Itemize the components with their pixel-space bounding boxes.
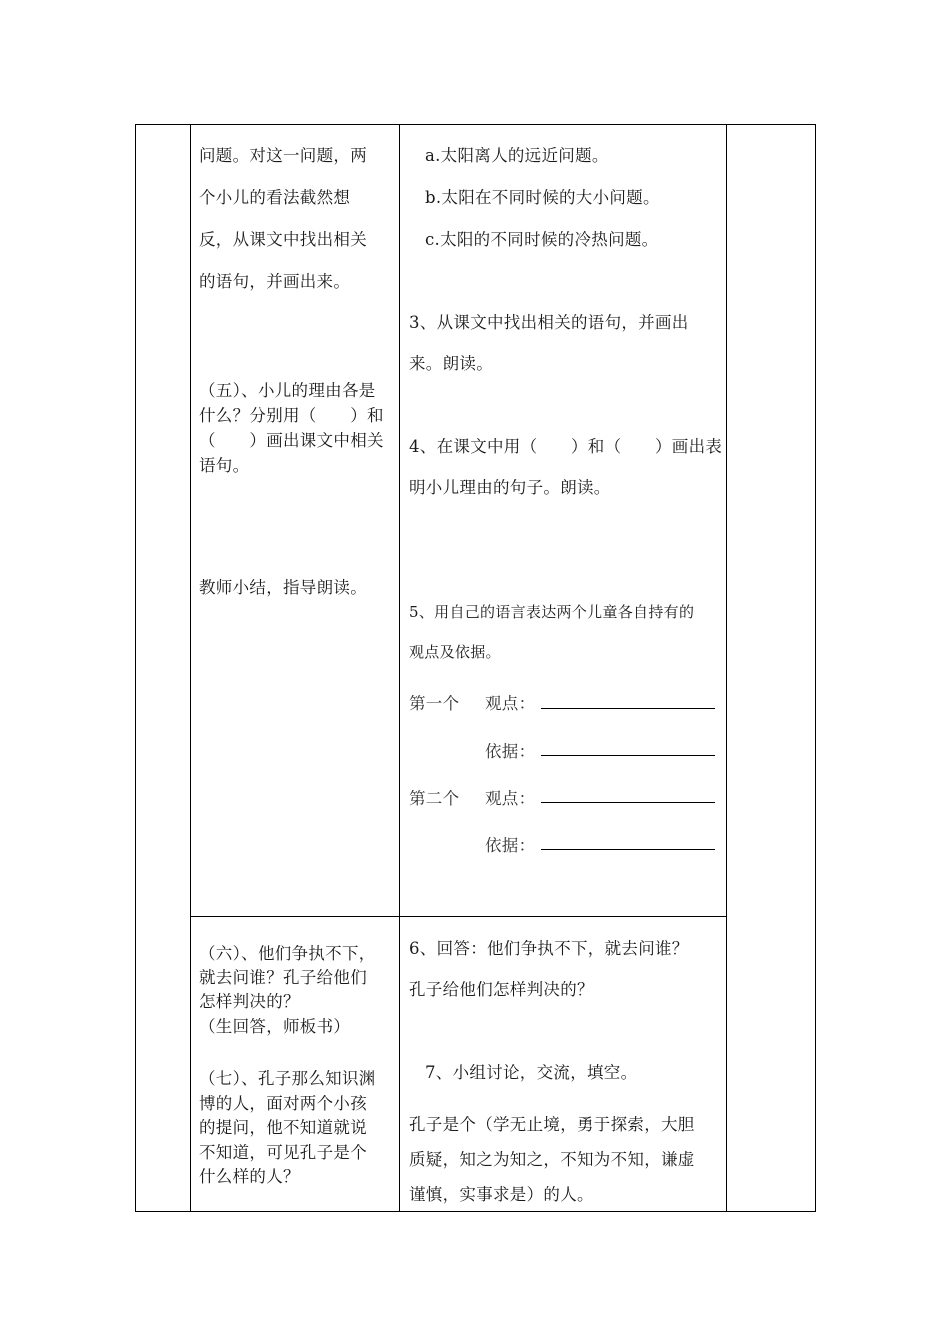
student-item-7: 7、小组讨论，交流，填空。 xyxy=(425,1063,638,1082)
student-item-5: 5、用自己的语言表达两个儿童各自持有的 xyxy=(409,603,695,621)
viewpoint-label: 观点： xyxy=(485,789,536,808)
student-item-4: 4、在课文中用（ ）和（ ）画出表 xyxy=(409,437,723,456)
viewpoint-label: 观点： xyxy=(485,694,536,713)
first-basis-blank[interactable] xyxy=(541,755,715,756)
teacher-text-line: 博的人，面对两个小孩 xyxy=(199,1094,367,1113)
teacher-text-line: （七）、孔子那么知识渊 xyxy=(199,1069,376,1088)
teacher-text-line: （生回答，师板书） xyxy=(199,1017,351,1036)
teacher-text-line: 什么样的人？ xyxy=(199,1167,300,1186)
student-item-3: 3、从课文中找出相关的语句，并画出 xyxy=(409,313,689,332)
option-a: a.太阳离人的远近问题。 xyxy=(425,146,609,165)
teacher-text-line: 不知道，可见孔子是个 xyxy=(199,1143,367,1162)
basis-label: 依据： xyxy=(485,742,536,761)
teacher-text-line: （六）、他们争执不下， xyxy=(199,944,376,963)
student-item-3: 来。朗读。 xyxy=(409,354,493,373)
student-item-5: 观点及依据。 xyxy=(409,643,501,661)
answer-line: 谨慎，实事求是）的人。 xyxy=(409,1185,594,1204)
student-item-4: 明小儿理由的句子。朗读。 xyxy=(409,478,611,497)
table-bottom-border xyxy=(135,1211,816,1212)
teacher-text-line: 什么？分别用（ ）和 xyxy=(199,406,384,425)
teacher-text-line: （五）、小儿的理由各是 xyxy=(199,381,376,400)
teacher-text-line: 就去问谁？孔子给他们 xyxy=(199,968,367,987)
row-divider xyxy=(190,916,727,917)
table-right-border xyxy=(815,124,816,1212)
teacher-text-line: 语句。 xyxy=(199,456,250,475)
teacher-text-line: 反，从课文中找出相关 xyxy=(199,230,367,249)
teacher-text-line: （ ）画出课文中相关 xyxy=(199,431,384,450)
teacher-text-line: 问题。对这一问题，两 xyxy=(199,146,367,165)
answer-line: 质疑，知之为知之，不知为不知，谦虚 xyxy=(409,1150,695,1169)
teacher-text-line: 怎样判决的？ xyxy=(199,992,300,1011)
column-divider-2 xyxy=(399,124,400,1212)
option-b: b.太阳在不同时候的大小问题。 xyxy=(425,188,660,207)
column-divider-1 xyxy=(190,124,191,1212)
second-viewpoint-blank[interactable] xyxy=(541,802,715,803)
second-basis-blank[interactable] xyxy=(541,849,715,850)
second-child-label: 第二个 xyxy=(409,789,460,808)
student-item-6: 孔子给他们怎样判决的？ xyxy=(409,980,594,999)
first-viewpoint-blank[interactable] xyxy=(541,708,715,709)
teacher-text-line: 的语句，并画出来。 xyxy=(199,272,351,291)
basis-label: 依据： xyxy=(485,836,536,855)
teacher-text-line: 的提问，他不知道就说 xyxy=(199,1118,367,1137)
option-c: c.太阳的不同时候的冷热问题。 xyxy=(425,230,659,249)
student-item-6: 6、回答：他们争执不下，就去问谁？ xyxy=(409,939,689,958)
teacher-text-line: 个小儿的看法截然想 xyxy=(199,188,351,207)
answer-line: 孔子是个（学无止境，勇于探索，大胆 xyxy=(409,1115,695,1134)
first-child-label: 第一个 xyxy=(409,694,460,713)
column-divider-3 xyxy=(726,124,727,1212)
table-top-border xyxy=(135,124,816,125)
table-left-border xyxy=(135,124,136,1212)
teacher-summary: 教师小结，指导朗读。 xyxy=(199,578,367,597)
